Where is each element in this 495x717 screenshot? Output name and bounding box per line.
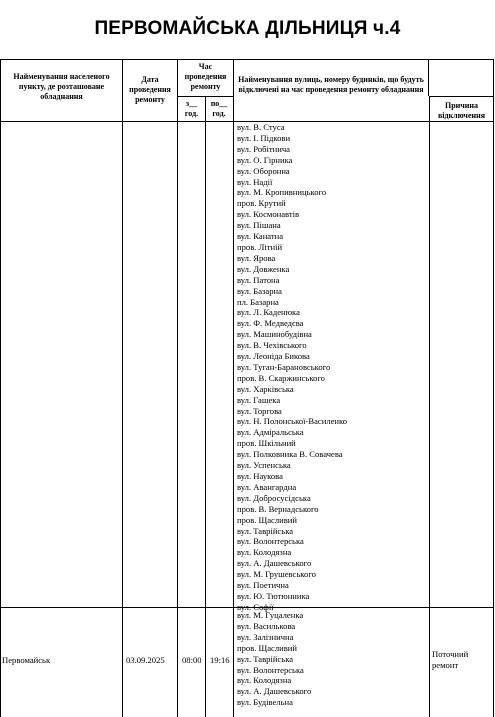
header-streets: Найменування вулиць, номеру будинків, що будуть відключені на час проведення ремонту обладнання — [238, 75, 424, 94]
table-border-right — [493, 59, 494, 717]
street-item: вул. Пішана — [237, 220, 281, 231]
street-item: вул. Патона — [237, 274, 280, 285]
column-divider — [205, 96, 206, 717]
time-to-cell: 19:16 — [210, 655, 230, 665]
street-item: вул. Харківська — [237, 383, 294, 394]
column-divider — [233, 59, 234, 717]
street-item: вул. О. Гірника — [237, 154, 293, 165]
street-item: вул. Машинобудівна — [237, 329, 312, 340]
street-item: вул. А. Дашевського — [237, 558, 312, 569]
street-list — [237, 122, 347, 613]
street-item: вул. Космонавтів — [237, 209, 300, 220]
street-item: пров. Щасливий — [237, 642, 297, 653]
street-item: вул. Софії — [237, 601, 274, 612]
street-item: вул. Адміральська — [237, 427, 304, 438]
header-settlement: Найменування населеного пункту, де розташоване обладнання — [13, 72, 110, 101]
street-item: вул. А. Дашевського — [237, 686, 312, 697]
street-item: вул. Колодязна — [237, 547, 292, 558]
street-item: пров. Шкільний — [237, 438, 296, 449]
street-item: вул. Волонтерська — [237, 536, 304, 547]
header-time-to: по__ год. — [210, 99, 228, 118]
street-item: вул. Василькова — [237, 620, 296, 631]
street-item: вул. Залізнична — [237, 631, 294, 642]
street-item: вул. Гашека — [237, 394, 281, 405]
street-item: пров. Крутий — [237, 198, 286, 209]
street-item: вул. Довженка — [237, 263, 290, 274]
column-divider — [429, 96, 430, 717]
street-item: вул. Поетична — [237, 580, 289, 591]
header-reason: Причина відключення — [437, 101, 486, 120]
street-item: пл. Базарна — [237, 296, 279, 307]
date-cell: 03.09.2025 — [126, 655, 165, 665]
table-border-left — [0, 59, 1, 717]
street-list — [237, 610, 311, 708]
street-item: вул. В. Чехівського — [237, 340, 307, 351]
street-item: вул. Полковника В. Совачева — [237, 449, 343, 460]
street-item: вул. Канатна — [237, 231, 284, 242]
time-from-cell: 08:00 — [182, 655, 202, 665]
street-item: вул. М. Гуцаленка — [237, 610, 304, 620]
street-item: вул. Ф. Медведєва — [237, 318, 304, 329]
column-divider — [122, 59, 123, 717]
street-item: вул. Успенська — [237, 460, 291, 471]
street-item: вул. М. Грушевського — [237, 569, 316, 580]
street-item: пров. В. Вернадського — [237, 503, 319, 514]
street-item: вул. Ярова — [237, 252, 276, 263]
street-item: вул. Торгова — [237, 405, 282, 416]
street-item: вул. Надії — [237, 176, 273, 187]
street-item: вул. Волонтерська — [237, 664, 304, 675]
row-divider — [429, 96, 494, 97]
table-border-top — [0, 59, 494, 60]
street-item: вул. Робітнича — [237, 143, 290, 154]
street-item: вул. Оборонна — [237, 165, 290, 176]
column-divider — [428, 59, 429, 96]
street-item: вул. Н. Полонської-Василенко — [237, 416, 348, 427]
street-item: пров. Літній — [237, 241, 283, 252]
settlement-cell: Первомайськ — [2, 655, 51, 665]
street-item: вул. Туган-Барановського — [237, 361, 331, 372]
page-title: ПЕРВОМАЙСЬКА ДІЛЬНИЦЯ ч.4 — [94, 18, 401, 39]
street-item: вул. Колодязна — [237, 675, 292, 686]
street-item: пров. Щасливий — [237, 514, 297, 525]
street-item: вул. М. Кропивницького — [237, 187, 327, 198]
row-divider — [177, 96, 234, 97]
street-item: вул. В. Стуса — [237, 122, 285, 132]
street-item: вул. Таврійська — [237, 525, 294, 536]
header-time-from: з__ год. — [184, 99, 199, 118]
street-item: вул. Добросусідська — [237, 492, 311, 503]
street-item: вул. Наукова — [237, 471, 283, 481]
header-time: Час проведення ремонту — [184, 62, 227, 91]
header-date: Дата проведення ремонту — [129, 75, 171, 104]
street-item: вул. Таврійська — [237, 653, 294, 664]
reason-cell: Поточний ремонт — [432, 649, 469, 670]
column-divider — [177, 59, 178, 717]
street-item: вул. Будівельна — [237, 697, 293, 708]
street-item: вул. Авангардна — [237, 481, 297, 492]
street-item: вул. І. Підкови — [237, 132, 291, 143]
street-item: вул. Леоніда Бикова — [237, 351, 310, 362]
street-item: вул. Л. Каденюка — [237, 307, 300, 318]
schedule-table — [0, 59, 495, 717]
street-item: вул. Ю. Тютюнника — [237, 590, 310, 601]
street-item: вул. Базарна — [237, 285, 282, 296]
street-item: пров. В. Скаржинського — [237, 372, 325, 383]
